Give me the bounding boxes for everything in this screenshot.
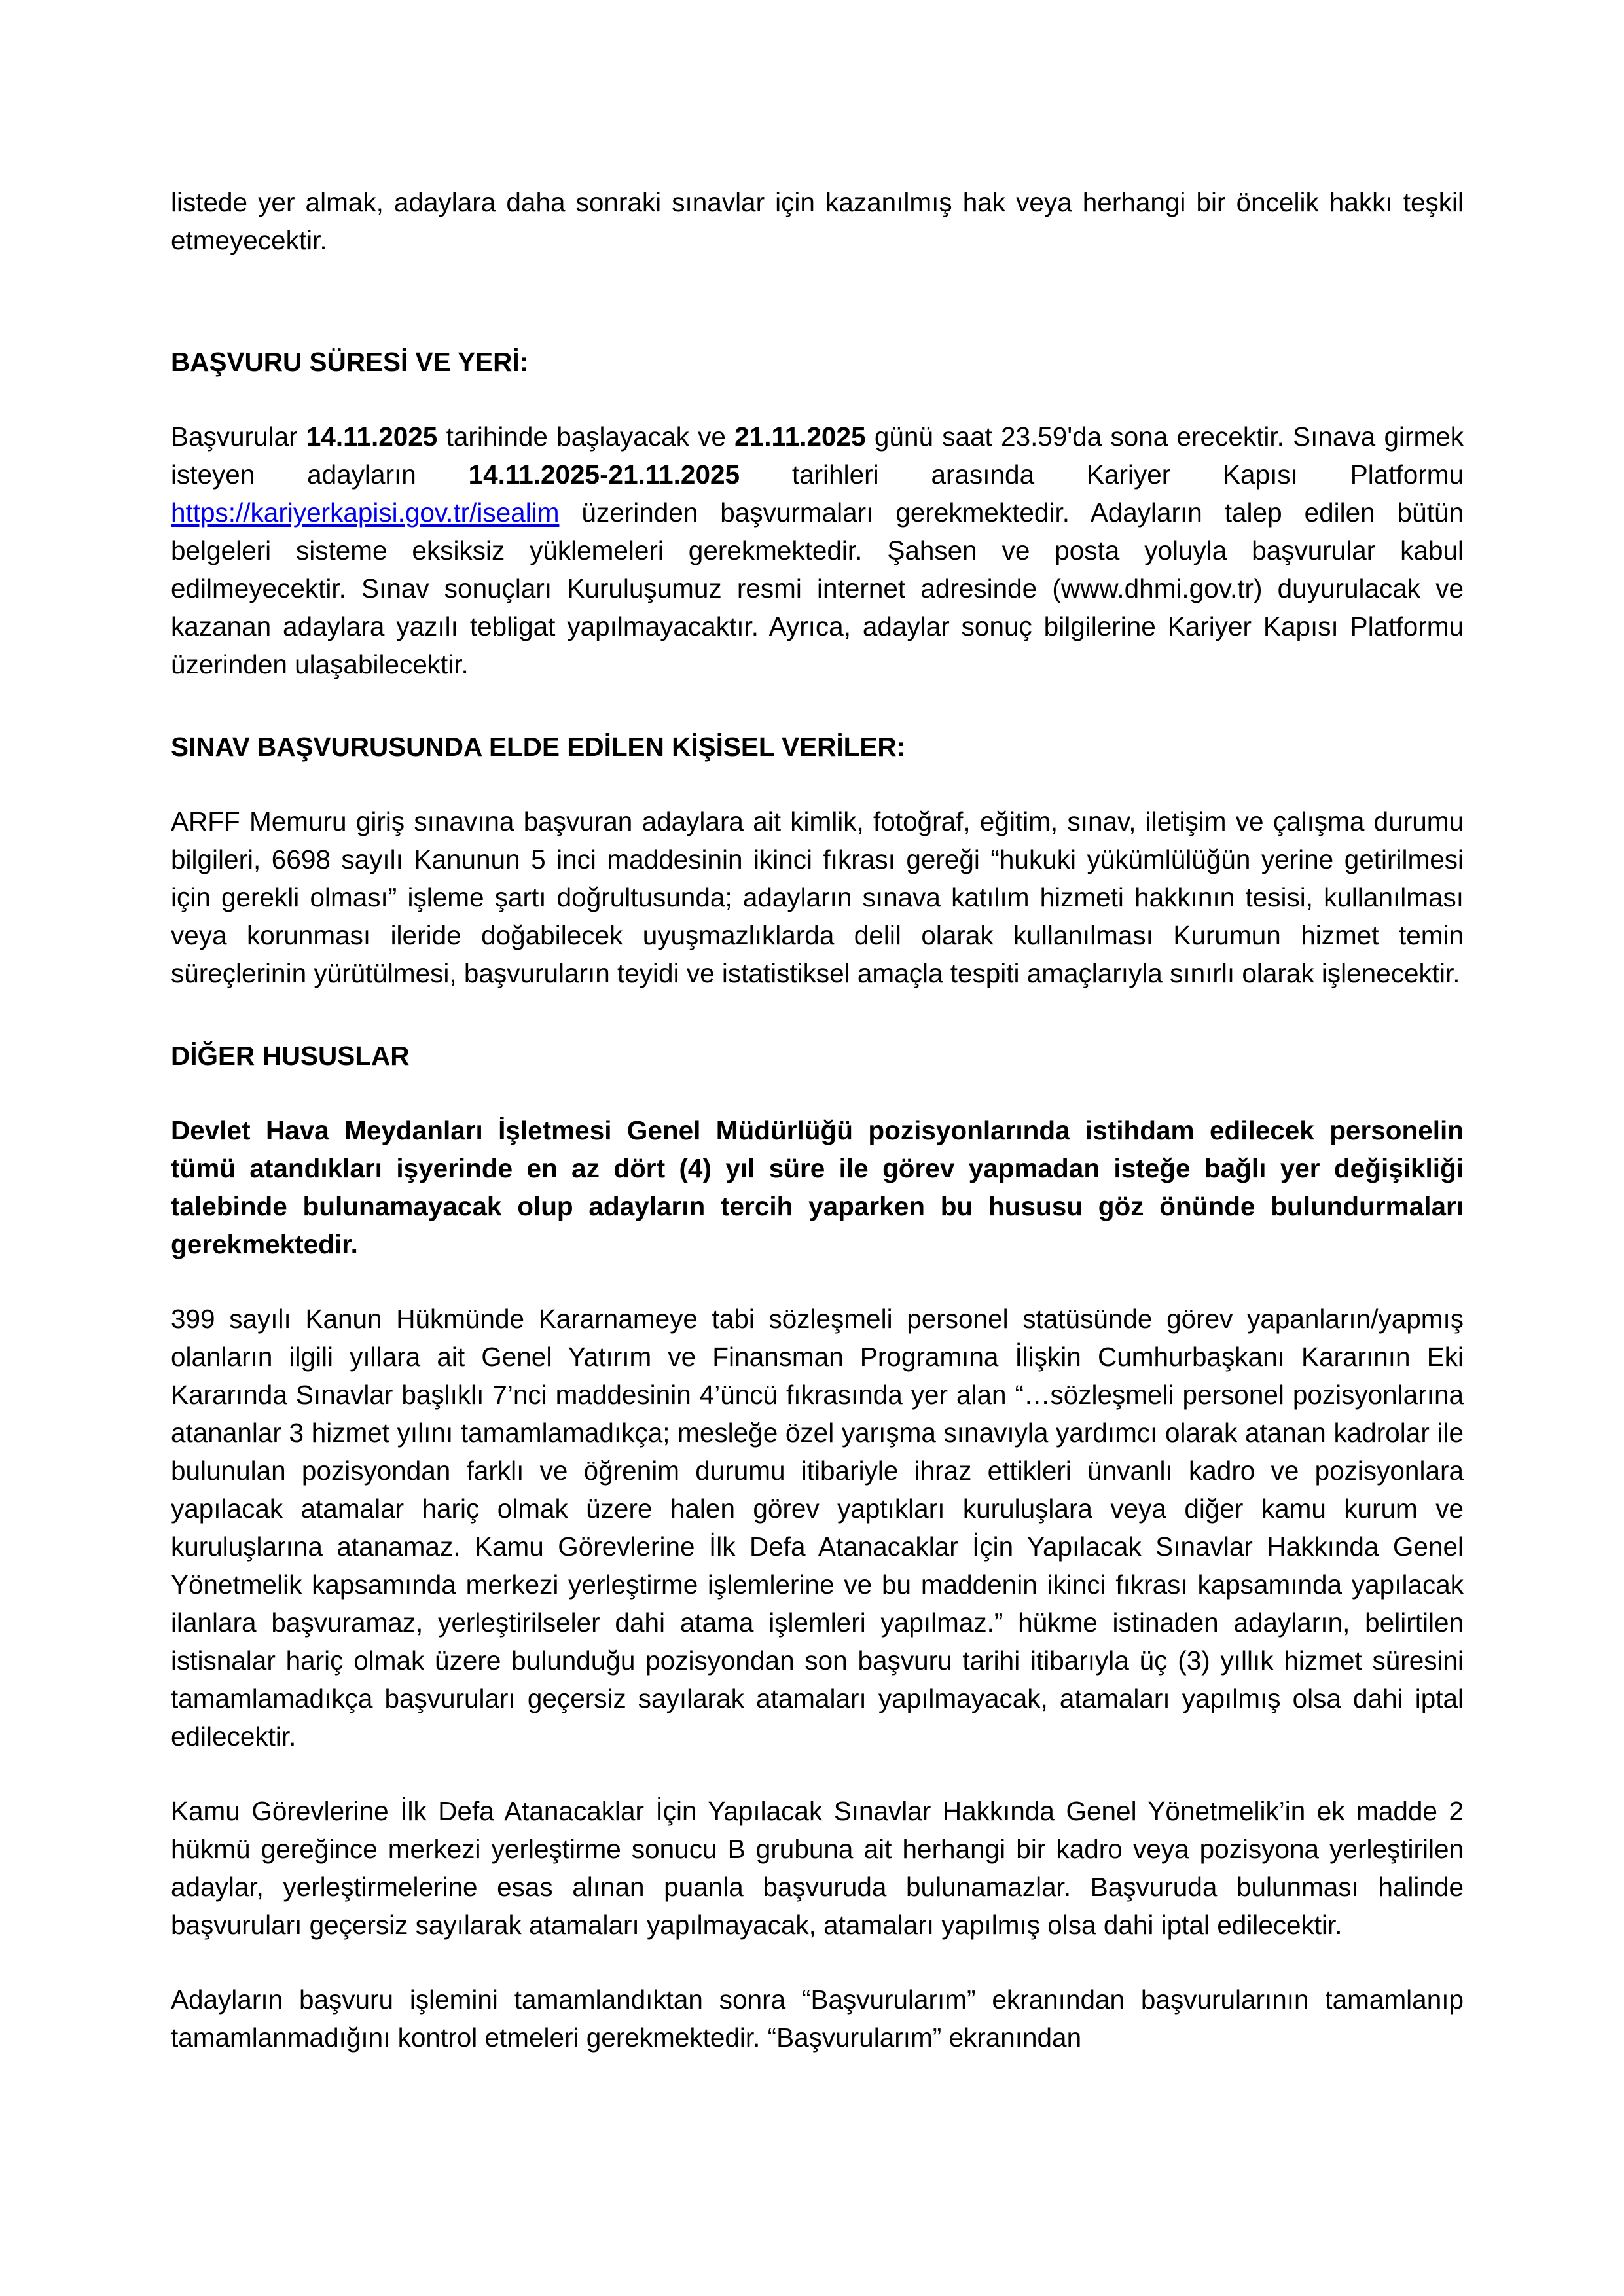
application-text-mid2: günü saat 23.59'da sona erecektir. Sınava girmek isteyen adayların	[171, 422, 1464, 490]
decree-399-paragraph: 399 sayılı Kanun Hükmünde Kararnameye tabi sözleşmeli personel statüsünde görev yapanların/yapmış olanların ilgili yıllara ait Genel Yatırım ve Finansman Programına İlişkin Cumhurbaşkanı Kararının Eki Kararında Sınavlar başlıklı 7’nci maddesinin 4’üncü fıkrasında yer alan “…sözleşmeli personel pozisyonlarına atananlar 3 hizmet yılını tamamlamadıkça; mesleğe özel yarışma sınavıyla yardımcı olarak atanan kadrolar ile bulunulan pozisyondan farklı ve öğrenim durumu itibariyle ihraz ettikleri ünvanlı kadro ve pozisyonlara yapılacak atamalar hariç olmak üzere halen görev yaptıkları kuruluşlara veya diğer kamu kurum ve kuruluşlarına atanamaz. Kamu Görevlerine İlk Defa Atanacaklar İçin Yapılacak Sınavlar Hakkında Genel Yönetmelik kapsamında merkezi yerleştirme işlemlerine ve bu maddenin ikinci fıkrası kapsamında yapılacak ilanlara başvuramaz, yerleştirilseler dahi atama işlemleri yapılmaz.” hükme istinaden adayların, belirtilen istisnalar hariç olmak üzere bulunduğu pozisyondan son başvuru tarihi itibarıyla üç (3) yıllık hizmet süresini tamamlamadıkça başvuruları geçersiz sayılarak atamaları yapılmayacak, atamaları yapılmış olsa dahi iptal edilecektir.	[171, 1304, 1464, 1751]
application-end-date: 21.11.2025	[734, 422, 866, 452]
heading-basvuru-suresi-ve-yeri: BAŞVURU SÜRESİ VE YERİ:	[171, 347, 529, 377]
application-start-date: 14.11.2025	[306, 422, 438, 452]
basvurularim-paragraph: Adayların başvuru işlemini tamamlandıktan sonra “Başvurularım” ekranından başvurularının tamamlanıp tamamlanmadığını kontrol etmeleri gerekmektedir. “Başvurularım” ekranından	[171, 1984, 1464, 2053]
intro-paragraph: listede yer almak, adaylara daha sonraki sınavlar için kazanılmış hak veya herhangi bir öncelik hakkı teşkil etmeyecektir.	[171, 187, 1464, 255]
spacer	[171, 1263, 1464, 1300]
spacer	[171, 381, 1464, 418]
application-text-mid3: tarihleri arasında Kariyer Kapısı Platformu	[740, 459, 1464, 490]
heading-kisisel-veriler: SINAV BAŞVURUSUNDA ELDE EDİLEN KİŞİSEL VERİLER:	[171, 732, 906, 762]
relocation-restriction-paragraph: Devlet Hava Meydanları İşletmesi Genel Müdürlüğü pozisyonlarında istihdam edilecek personelin tümü atandıkları işyerinde en az dört (4) yıl süre ile görev yapmadan isteğe bağlı yer değişikliği talebinde bulunamayacak olup adayların tercih yaparken bu hususu göz önünde bulundurmaları gerekmektedir.	[171, 1115, 1464, 1259]
spacer	[171, 1944, 1464, 1981]
spacer	[171, 1755, 1464, 1792]
spacer	[171, 1075, 1464, 1111]
spacer	[171, 992, 1464, 1037]
spacer	[171, 683, 1464, 728]
kariyer-kapisi-link[interactable]: https://kariyerkapisi.gov.tr/isealim	[171, 497, 560, 528]
application-date-range: 14.11.2025-21.11.2025	[468, 459, 740, 490]
application-text-mid4: üzerinden başvurmaları gerekmektedir. Adayların talep edilen bütün belgeleri sisteme eksiksiz yüklemeleri gerekmektedir. Şahsen ve posta yoluyla başvurular kabul edilmeyecektir. Sınav sonuçları Kuruluşumuz resmi internet adresinde (www.dhmi.gov.tr) duyurulacak ve kazanan adaylara yazılı tebligat yapılmayacaktır. Ayrıca, adaylar sonuç bilgilerine Kariyer Kapısı Platformu üzerinden ulaşabilecektir.	[171, 497, 1464, 679]
heading-diger-hususlar: DİĞER HUSUSLAR	[171, 1041, 410, 1071]
application-paragraph	[171, 418, 1464, 683]
document-body	[171, 183, 1464, 2056]
application-text-prefix: Başvurular	[171, 422, 306, 452]
spacer	[171, 259, 1464, 343]
b-group-placement-paragraph: Kamu Görevlerine İlk Defa Atanacaklar İçin Yapılacak Sınavlar Hakkında Genel Yönetmelik’in ek madde 2 hükmü gereğince merkezi yerleştirme sonucu B grubuna ait herhangi bir kadro veya pozisyona yerleştirilen adaylar, yerleştirmelerine esas alınan puanla başvuruda bulunamazlar. Başvuruda bulunması halinde başvuruları geçersiz sayılarak atamaları yapılmayacak, atamaları yapılmış olsa dahi iptal edilecektir.	[171, 1796, 1464, 1940]
application-text-mid1: tarihinde başlayacak ve	[437, 422, 735, 452]
spacer	[171, 766, 1464, 802]
personal-data-paragraph: ARFF Memuru giriş sınavına başvuran adaylara ait kimlik, fotoğraf, eğitim, sınav, iletişim ve çalışma durumu bilgileri, 6698 sayılı Kanunun 5 inci maddesinin ikinci fıkrası gereği “hukuki yükümlülüğün yerine getirilmesi için gerekli olması” işleme şartı doğrultusunda; adayların sınava katılım hizmeti hakkının tesisi, kullanılması veya korunması ileride doğabilecek uyuşmazlıklarda delil olarak kullanılması Kurumun hizmet temin süreçlerinin yürütülmesi, başvuruların teyidi ve istatistiksel amaçla tespiti amaçlarıyla sınırlı olarak işlenecektir.	[171, 806, 1464, 988]
